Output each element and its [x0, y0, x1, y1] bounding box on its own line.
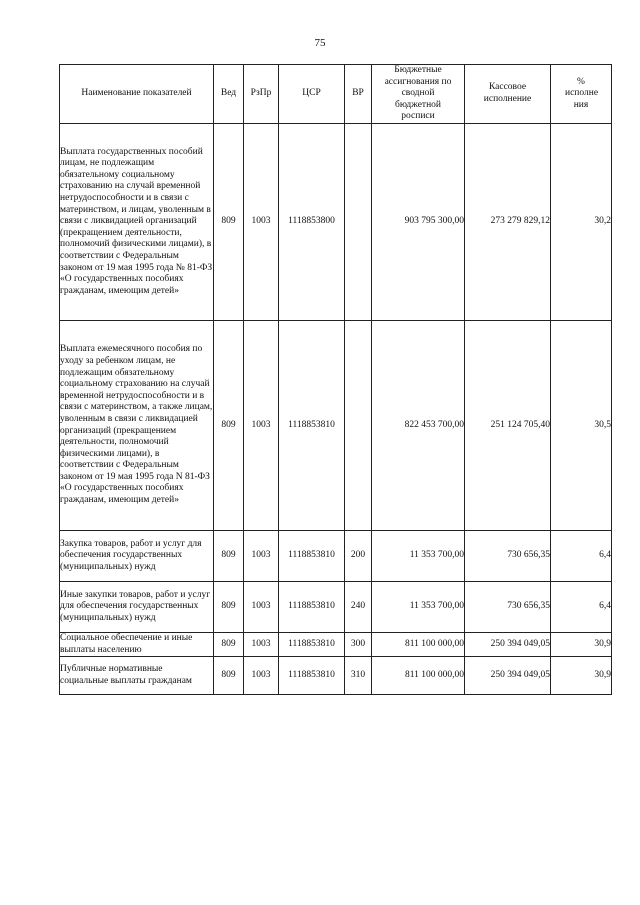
row-vr	[345, 124, 372, 321]
row-rzpr: 1003	[244, 531, 279, 582]
row-percent: 30,9	[551, 657, 612, 695]
row-cash-execution: 251 124 705,40	[465, 321, 551, 531]
row-ved: 809	[214, 657, 244, 695]
header-rzpr: РзПр	[244, 65, 279, 124]
header-vr: ВР	[345, 65, 372, 124]
header-cash-execution: Кассовое исполнение	[465, 65, 551, 124]
row-rzpr: 1003	[244, 124, 279, 321]
row-rzpr: 1003	[244, 657, 279, 695]
table-row	[60, 657, 612, 695]
row-percent: 30,5	[551, 321, 612, 531]
row-name: Социальное обеспечение и иные выплаты населению	[60, 633, 214, 657]
row-ved: 809	[214, 582, 244, 633]
row-csr: 1118853810	[279, 582, 345, 633]
row-cash-execution: 273 279 829,12	[465, 124, 551, 321]
page-number: 75	[314, 37, 326, 49]
row-csr: 1118853800	[279, 124, 345, 321]
row-ved: 809	[214, 124, 244, 321]
row-vr: 200	[345, 531, 372, 582]
table-header-row	[60, 65, 612, 124]
row-name: Иные закупки товаров, работ и услуг для обеспечения государственных (муниципальных) нужд	[60, 582, 214, 633]
header-percent: % исполне ния	[551, 65, 612, 124]
row-cash-execution: 730 656,35	[465, 531, 551, 582]
row-assignments: 811 100 000,00	[372, 657, 465, 695]
row-rzpr: 1003	[244, 582, 279, 633]
row-assignments: 903 795 300,00	[372, 124, 465, 321]
row-percent: 30,2	[551, 124, 612, 321]
row-csr: 1118853810	[279, 321, 345, 531]
table-row	[60, 531, 612, 582]
header-name: Наименование показателей	[60, 65, 214, 124]
table-row	[60, 633, 612, 657]
row-ved: 809	[214, 531, 244, 582]
row-assignments: 11 353 700,00	[372, 531, 465, 582]
table-row	[60, 582, 612, 633]
row-cash-execution: 250 394 049,05	[465, 633, 551, 657]
row-assignments: 811 100 000,00	[372, 633, 465, 657]
row-cash-execution: 730 656,35	[465, 582, 551, 633]
row-csr: 1118853810	[279, 633, 345, 657]
row-cash-execution: 250 394 049,05	[465, 657, 551, 695]
row-vr: 300	[345, 633, 372, 657]
header-ved: Вед	[214, 65, 244, 124]
table-row	[60, 321, 612, 531]
row-vr	[345, 321, 372, 531]
table-row	[60, 124, 612, 321]
row-percent: 6,4	[551, 582, 612, 633]
row-vr: 240	[345, 582, 372, 633]
row-vr: 310	[345, 657, 372, 695]
row-ved: 809	[214, 633, 244, 657]
row-percent: 6,4	[551, 531, 612, 582]
row-assignments: 11 353 700,00	[372, 582, 465, 633]
row-name: Выплата государственных пособий лицам, не подлежащим обязательному социальному страхованию на случай временной нетрудоспособности и в связи с материнством, и лицам, уволенным в связи с ликвидацией организаций (прекращением деятельности, полномочий физическими лицами), в соответствии с Федеральным законом от 19 мая 1995 года № 81-ФЗ «О государственных пособиях гражданам, имеющим детей»	[60, 124, 214, 321]
row-ved: 809	[214, 321, 244, 531]
row-name: Публичные нормативные социальные выплаты гражданам	[60, 657, 214, 695]
row-csr: 1118853810	[279, 657, 345, 695]
row-rzpr: 1003	[244, 321, 279, 531]
row-assignments: 822 453 700,00	[372, 321, 465, 531]
budget-execution-table	[59, 64, 612, 695]
header-csr: ЦСР	[279, 65, 345, 124]
row-csr: 1118853810	[279, 531, 345, 582]
row-name: Выплата ежемесячного пособия по уходу за ребенком лицам, не подлежащим обязательному социальному страхованию на случай временной нетрудоспособности и в связи с материнством, а также лицам, уволенным в связи с ликвидацией организаций (прекращением деятельности, полномочий физическими лицами), в соответствии с Федеральным законом от 19 мая 1995 года N 81-ФЗ «О государственных пособиях гражданам, имеющим детей»	[60, 321, 214, 531]
row-rzpr: 1003	[244, 633, 279, 657]
row-percent: 30,9	[551, 633, 612, 657]
header-assignments: Бюджетные ассигнования по сводной бюджетной росписи	[372, 65, 465, 124]
row-name: Закупка товаров, работ и услуг для обеспечения государственных (муниципальных) нужд	[60, 531, 214, 582]
